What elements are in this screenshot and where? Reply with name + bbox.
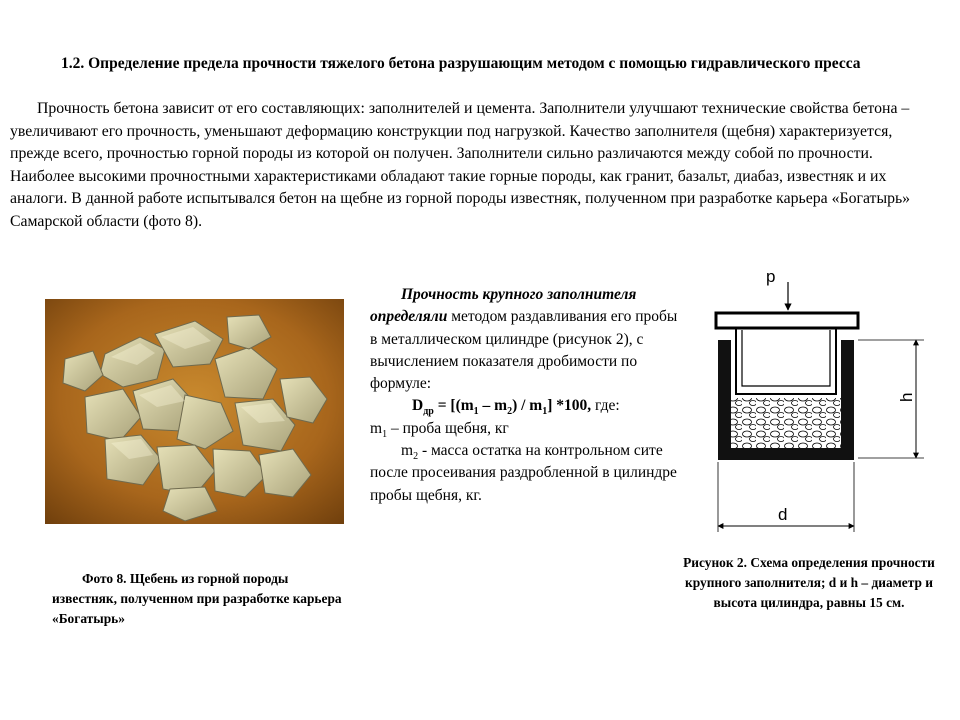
- intro-paragraph: Прочность бетона зависит от его составляющих: заполнителей и цемента. Заполнители улучшают технические свойства бетона – увеличивают его прочность, уменьшают деформацию конструкции под нагрузкой. Качество заполнителя (щебня) характеризуется, прежде всего, прочностью горной породы из которой он получен. Заполнители сильно различаются между собой по прочности. Наиболее высокими прочностными характеристиками обладают такие горные породы, как гранит, базальт, диабаз, известняк и их аналоги. В данной работе испытывался бетон на щебне из горной породы известняк, полученном при разработке карьера «Богатырь» Самарской области (фото 8).: [10, 100, 911, 230]
- crushed-stone-photo: [45, 299, 344, 524]
- diameter-d-label: d: [778, 505, 788, 524]
- height-h-label: h: [897, 392, 916, 402]
- section-heading: 1.2. Определение предела прочности тяжелого бетона разрушающим методом с помощью гидравлического пресса: [61, 55, 861, 72]
- method-lead-rest: методом раздавливания его пробы в металлическом цилиндре (рисунок 2), с вычислением показателя дробимости по формуле:: [370, 308, 678, 393]
- m1-definition: $m_1$ – проба щебня, кг: [370, 419, 509, 440]
- load-p-label: p: [766, 267, 776, 286]
- cylinder-schema-diagram: [700, 262, 940, 537]
- figure-caption: Рисунок 2. Схема определения прочности крупного заполнителя; d и h – диаметр и высота цилиндра, равны 15 см.: [683, 555, 935, 610]
- method-paragraph: [370, 284, 682, 395]
- method-lead: Прочность крупного заполнителя определяли: [370, 286, 637, 326]
- method-description: [370, 284, 682, 507]
- m2-definition: $m_2$ - масса остатка на контрольном сите после просеивания раздробленной в цилиндре пробы щебня, кг.: [370, 442, 677, 504]
- photo-caption: Фото 8. Щебень из горной породы известняк, полученном при разработке карьера «Богатырь»: [52, 571, 342, 626]
- formula: $D_{др} = [(m_1 - m_2) / m_1]$ *100, где:: [412, 397, 620, 418]
